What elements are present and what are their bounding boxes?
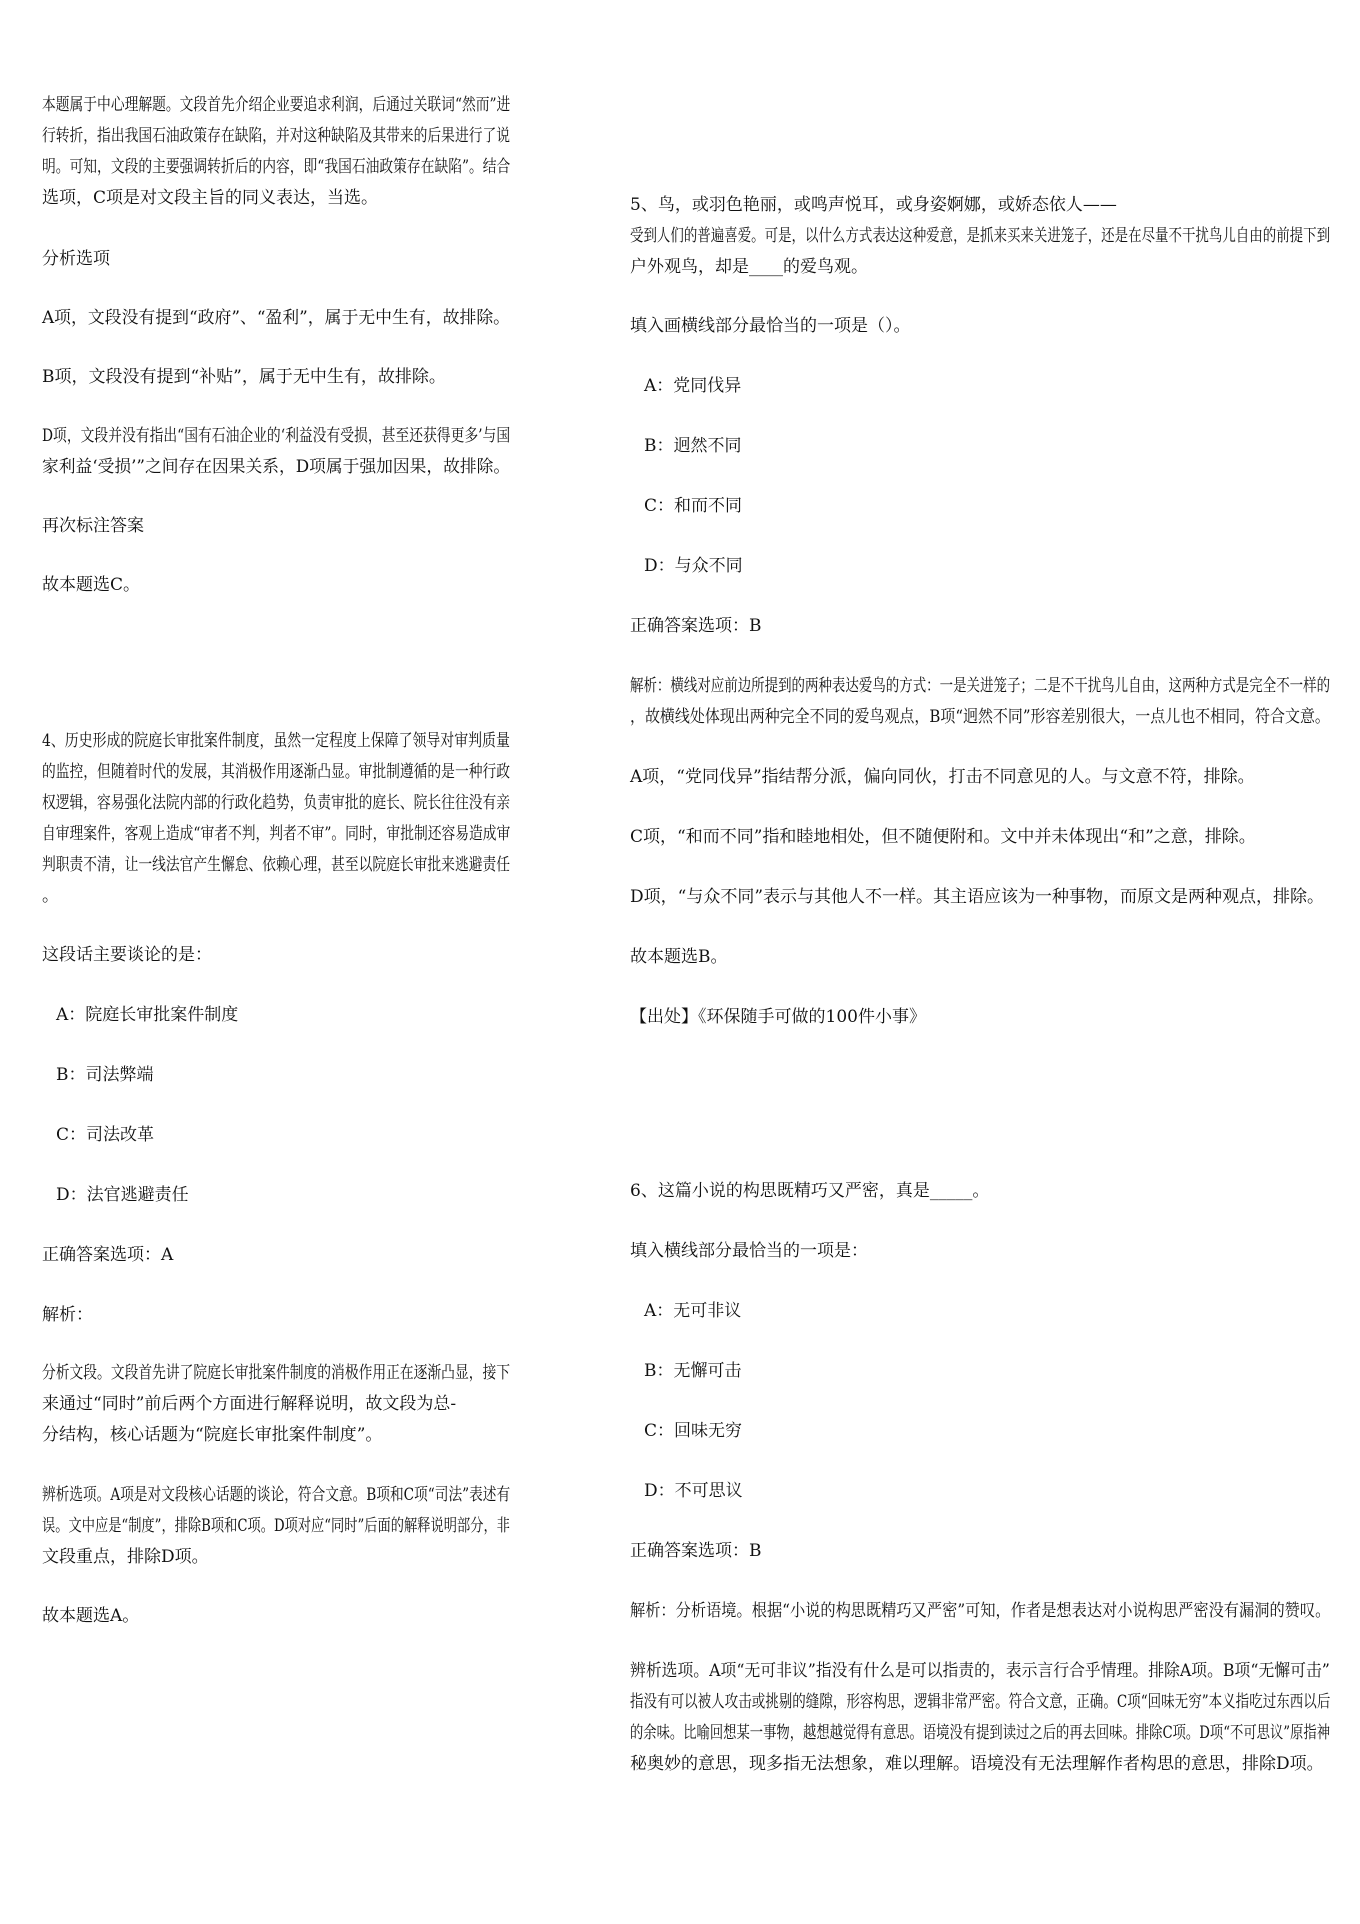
q5-stem-line: 户外观鸟，却是____的爱鸟观。 <box>630 257 868 277</box>
q6-option-b: B：无懈可击 <box>644 1361 742 1381</box>
q3-explanation-line: 行转折，指出我国石油政策存在缺陷，并对这种缺陷及其带来的后果进行了说 <box>42 126 511 146</box>
q5-analysis-line: ，故横线处体现出两种完全不同的爱鸟观点，B项“迥然不同”形容差别很大，一点儿也不相同，符合文意。 <box>630 707 1330 727</box>
q4-option-b: B：司法弊端 <box>56 1065 154 1085</box>
q4-option-a: A：院庭长审批案件制度 <box>56 1005 239 1025</box>
q6-answer: 正确答案选项：B <box>630 1541 762 1561</box>
q5-option-d-analysis: D项，“与众不同”表示与其他人不一样。其主语应该为一种事物，而原文是两种观点，排除。 <box>630 887 1325 907</box>
q5-answer: 正确答案选项：B <box>630 616 762 636</box>
q4-stem-line: 。 <box>42 886 59 906</box>
q4-stem-line: 自审理案件，客观上造成“审者不判，判者不审”。同时，审批制还容易造成审 <box>42 824 511 844</box>
q3-explanation-line: 选项，C项是对文段主旨的同义表达，当选。 <box>42 188 379 208</box>
q4-option-d: D：法官逃避责任 <box>56 1185 189 1205</box>
q6-discern-line: 秘奥妙的意思，现多指无法想象，难以理解。语境没有无法理解作者构思的意思，排除D项。 <box>630 1754 1324 1774</box>
q6-discern-line: 辨析选项。A项“无可非议”指没有什么是可以指责的，表示言行合乎情理。排除A项。B项“无懈可击” <box>630 1661 1330 1681</box>
q5-option-c-analysis: C项，“和而不同”指和睦地相处，但不随便附和。文中并未体现出“和”之意，排除。 <box>630 827 1256 847</box>
q4-stem-line: 4、历史形成的院庭长审批案件制度，虽然一定程度上保障了领导对审判质量 <box>42 731 510 751</box>
q4-analysis-line: 来通过“同时”前后两个方面进行解释说明，故文段为总- <box>42 1394 457 1414</box>
q5-option-d: D：与众不同 <box>644 556 743 576</box>
q5-analysis-line: 解析：横线对应前边所提到的两种表达爱鸟的方式：一是关进笼子；二是不干扰鸟儿自由，这两种方式是完全不一样的 <box>630 676 1331 696</box>
q3-explanation-line: 本题属于中心理解题。文段首先介绍企业要追求利润，后通过关联词“然而”进 <box>42 95 511 115</box>
q4-stem-line: 判职责不清，让一线法官产生懈怠、依赖心理，甚至以院庭长审批来逃避责任 <box>42 855 511 875</box>
q3-analysis-heading: 分析选项 <box>42 249 110 269</box>
q4-discern-line: 辨析选项。A项是对文段核心话题的谈论，符合文意。B项和C项“司法”表述有 <box>42 1485 511 1505</box>
q6-question: 填入横线部分最恰当的一项是： <box>630 1241 868 1261</box>
q6-option-d: D：不可思议 <box>644 1481 743 1501</box>
q6-analysis: 解析：分析语境。根据“小说的构思既精巧又严密”可知，作者是想表达对小说构思严密没有漏洞的赞叹。 <box>630 1601 1331 1621</box>
q4-stem-line: 的监控，但随着时代的发展，其消极作用逐渐凸显。审批制遵循的是一种行政 <box>42 762 511 782</box>
q3-remark: 再次标注答案 <box>42 516 144 536</box>
q5-question: 填入画横线部分最恰当的一项是（）。 <box>630 316 911 336</box>
q6-discern-line: 的余味。比喻回想某一事物，越想越觉得有意思。语境没有提到读过之后的再去回味。排除C项。D项“不可思议”原指神 <box>630 1723 1331 1743</box>
q4-analysis-line: 分结构，核心话题为“院庭长审批案件制度”。 <box>42 1425 383 1445</box>
q5-option-c: C：和而不同 <box>644 496 743 516</box>
q5-option-a: A：党同伐异 <box>644 376 742 396</box>
q5-source: 【出处】《环保随手可做的100件小事》 <box>630 1007 926 1027</box>
q4-discern-line: 文段重点，排除D项。 <box>42 1547 209 1567</box>
q4-option-c: C：司法改革 <box>56 1125 155 1145</box>
q3-conclusion: 故本题选C。 <box>42 575 141 595</box>
q6-discern-line: 指没有可以被人攻击或挑剔的缝隙，形容构思，逻辑非常严密。符合文意，正确。C项“回味无穷”本义指吃过东西以后 <box>630 1692 1331 1712</box>
q5-option-b: B：迥然不同 <box>644 436 742 456</box>
q5-stem-line: 5、鸟，或羽色艳丽，或鸣声悦耳，或身姿婀娜，或娇态依人—— <box>630 195 1117 215</box>
q3-option-d-analysis: 家利益‘受损’”之间存在因果关系，D项属于强加因果，故排除。 <box>42 457 511 477</box>
q4-analysis-line: 分析文段。文段首先讲了院庭长审批案件制度的消极作用正在逐渐凸显，接下 <box>42 1363 511 1383</box>
q3-option-a-analysis: A项，文段没有提到“政府”、“盈利”，属于无中生有，故排除。 <box>42 308 511 328</box>
q3-option-d-analysis: D项，文段并没有指出“国有石油企业的‘利益没有受损，甚至还获得更多’与国 <box>42 426 511 446</box>
q3-option-b-analysis: B项，文段没有提到“补贴”，属于无中生有，故排除。 <box>42 367 446 387</box>
q5-conclusion: 故本题选B。 <box>630 947 728 967</box>
q4-stem-line: 权逻辑，容易强化法院内部的行政化趋势，负责审批的庭长、院长往往没有亲 <box>42 793 511 813</box>
q6-stem: 6、这篇小说的构思既精巧又严密，真是_____。 <box>630 1181 990 1201</box>
q4-discern-line: 误。文中应是“制度”，排除B项和C项。D项对应“同时”后面的解释说明部分，非 <box>42 1516 510 1536</box>
q4-question: 这段话主要谈论的是： <box>42 945 212 965</box>
q3-explanation-line: 明。可知，文段的主要强调转折后的内容，即“我国石油政策存在缺陷”。结合 <box>42 157 511 177</box>
q6-option-a: A：无可非议 <box>644 1301 742 1321</box>
q6-option-c: C：回味无穷 <box>644 1421 743 1441</box>
q4-answer: 正确答案选项：A <box>42 1245 174 1265</box>
q4-conclusion: 故本题选A。 <box>42 1606 140 1626</box>
q4-jiexi-label: 解析： <box>42 1305 93 1325</box>
q5-option-a-analysis: A项，“党同伐异”指结帮分派，偏向同伙，打击不同意见的人。与文意不符，排除。 <box>630 767 1255 787</box>
q5-stem-line: 受到人们的普遍喜爱。可是，以什么方式表达这种爱意，是抓来买来关进笼子，还是在尽量不干扰鸟儿自由的前提下到 <box>630 226 1331 246</box>
